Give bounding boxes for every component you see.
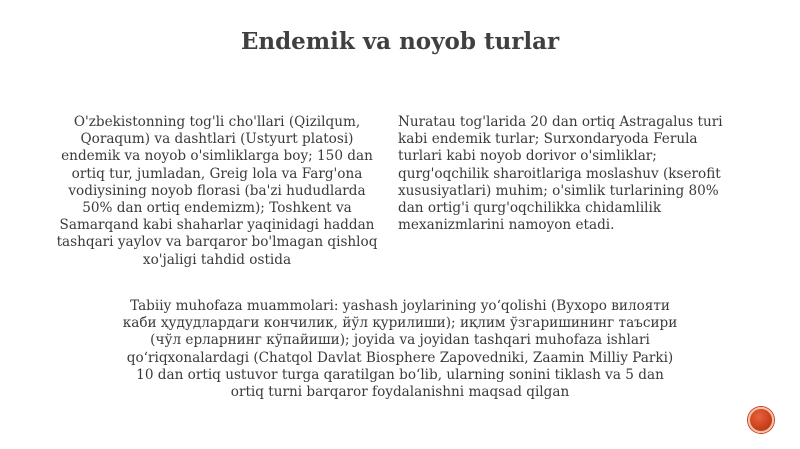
- left-text-block: O'zbekistonning tog'li cho'llari (Qizilqum, Qoraqum) va dashtlari (Ustyurt platosi) endemik va noyob o'simliklarga boy; 150 dan ortiq tur, jumladan, Greig lola va Farg'ona vodiysining noyob florasi (ba'zi hududlarda 50% dan ortiq endemizm); Toshkent va Samarqand kabi shaharlar yaqinidagi haddan tashqari yaylov va barqaror bo'lmagan qishloq xo'jaligi tahdid ostida: [56, 114, 378, 268]
- next-slide-button[interactable]: [748, 407, 774, 433]
- right-text-block: Nuratau tog'larida 20 dan ortiq Astragalus turi kabi endemik turlar; Surxondaryoda Ferula turlari kabi noyob dorivor o'simliklar; qurg'oqchilik sharoitlariga moslashuv (kserofit xususiyatlari) muhim; o'simlik turlarining 80% dan ortig'i qurg'oqchilikka chidamlilik mexanizmlarini namoyon etadi.: [398, 114, 723, 234]
- slide-title: Endemik va noyob turlar: [240, 28, 560, 55]
- bottom-text-block: Tabiiy muhofaza muammolari: yashash joylarining yo‘qolishi (Вухоро вилояти каби ҳудудлардаги кончилик, йўл қурилиши); иқлим ўзгаришининг таъсири (чўл ерларнинг кўпайиши); joyida va joyidan tashqari muhofaza ishlari qo‘riqxonalardagi (Chatqol Davlat Biosphere Zapovedniki, Zaamin Milliy Parki) 10 dan ortiq ustuvor turga qaratilgan bo‘lib, ularning sonini tiklash va 5 dan ortiq turni barqaror foydalanishni maqsad qilgan: [122, 298, 678, 401]
